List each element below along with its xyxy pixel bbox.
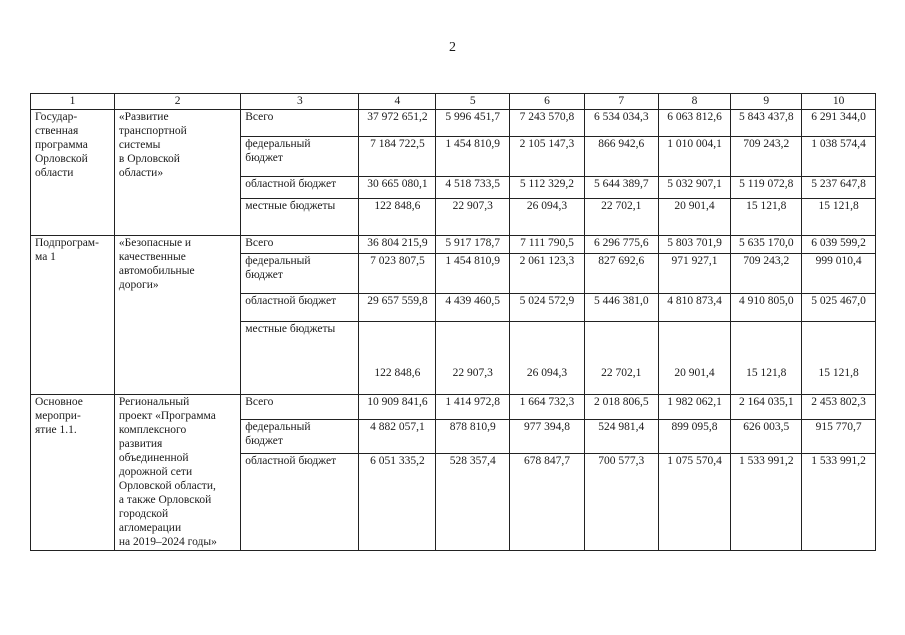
- amount-cell: 999 010,4: [802, 254, 876, 294]
- amount-cell: 6 063 812,6: [658, 110, 731, 137]
- amount-cell: 15 121,8: [802, 322, 876, 395]
- amount-cell: 7 243 570,8: [510, 110, 585, 137]
- funding-source-cell: областной бюджет: [241, 294, 359, 322]
- amount-cell: 6 051 335,2: [359, 454, 436, 551]
- header-row: [31, 94, 876, 110]
- amount-cell: 30 665 080,1: [359, 177, 436, 199]
- amount-cell: 1 075 570,4: [658, 454, 731, 551]
- program-title-cell: Основное меропри- ятие 1.1.: [31, 395, 115, 551]
- amount-cell: 22 702,1: [584, 199, 658, 236]
- amount-cell: 1 454 810,9: [436, 254, 510, 294]
- header-cell: 5: [436, 94, 510, 110]
- amount-cell: 20 901,4: [658, 199, 731, 236]
- amount-cell: 866 942,6: [584, 137, 658, 177]
- amount-cell: 22 907,3: [436, 322, 510, 395]
- amount-cell: 26 094,3: [510, 199, 585, 236]
- table-row: [31, 110, 876, 137]
- amount-cell: 1 010 004,1: [658, 137, 731, 177]
- header-cell: 2: [114, 94, 240, 110]
- amount-cell: 15 121,8: [802, 199, 876, 236]
- budget-table: [30, 93, 876, 551]
- amount-cell: 709 243,2: [731, 137, 802, 177]
- page-number: 2: [449, 40, 456, 55]
- amount-cell: 5 024 572,9: [510, 294, 585, 322]
- funding-source-cell: Всего: [241, 236, 359, 254]
- amount-cell: 6 296 775,6: [584, 236, 658, 254]
- amount-cell: 7 023 807,5: [359, 254, 436, 294]
- amount-cell: 5 917 178,7: [436, 236, 510, 254]
- header-cell: 3: [241, 94, 359, 110]
- amount-cell: 6 534 034,3: [584, 110, 658, 137]
- funding-source-cell: местные бюджеты: [241, 199, 359, 236]
- amount-cell: 2 453 802,3: [802, 395, 876, 420]
- amount-cell: 1 982 062,1: [658, 395, 731, 420]
- header-cell: 9: [731, 94, 802, 110]
- amount-cell: 1 533 991,2: [731, 454, 802, 551]
- amount-cell: 6 291 344,0: [802, 110, 876, 137]
- amount-cell: 29 657 559,8: [359, 294, 436, 322]
- header-cell: 7: [584, 94, 658, 110]
- amount-cell: 5 803 701,9: [658, 236, 731, 254]
- amount-cell: 827 692,6: [584, 254, 658, 294]
- amount-cell: 971 927,1: [658, 254, 731, 294]
- amount-cell: 2 018 806,5: [584, 395, 658, 420]
- program-subject-cell: Региональный проект «Программа комплексного развития объединенной дорожной сети Орловской области, а также Орловской городской агломерации на 2019–2024 годы»: [114, 395, 240, 551]
- amount-cell: 4 910 805,0: [731, 294, 802, 322]
- amount-cell: 10 909 841,6: [359, 395, 436, 420]
- amount-cell: 22 702,1: [584, 322, 658, 395]
- program-title-cell: Подпрограм- ма 1: [31, 236, 115, 395]
- amount-cell: 122 848,6: [359, 199, 436, 236]
- header-cell: 8: [658, 94, 731, 110]
- amount-cell: 524 981,4: [584, 420, 658, 454]
- amount-cell: 5 025 467,0: [802, 294, 876, 322]
- amount-cell: 4 518 733,5: [436, 177, 510, 199]
- amount-cell: 1 454 810,9: [436, 137, 510, 177]
- amount-cell: 4 882 057,1: [359, 420, 436, 454]
- amount-cell: 15 121,8: [731, 199, 802, 236]
- amount-cell: 899 095,8: [658, 420, 731, 454]
- amount-cell: 4 439 460,5: [436, 294, 510, 322]
- program-subject-cell: «Безопасные и качественные автомобильные дороги»: [114, 236, 240, 395]
- funding-source-cell: областной бюджет: [241, 177, 359, 199]
- header-cell: 6: [510, 94, 585, 110]
- amount-cell: 528 357,4: [436, 454, 510, 551]
- amount-cell: 37 972 651,2: [359, 110, 436, 137]
- table-row: [31, 395, 876, 420]
- amount-cell: 678 847,7: [510, 454, 585, 551]
- amount-cell: 2 061 123,3: [510, 254, 585, 294]
- amount-cell: 5 237 647,8: [802, 177, 876, 199]
- funding-source-cell: федеральный бюджет: [241, 137, 359, 177]
- amount-cell: 915 770,7: [802, 420, 876, 454]
- program-subject-cell: «Развитие транспортной системы в Орловской области»: [114, 110, 240, 236]
- amount-cell: 700 577,3: [584, 454, 658, 551]
- funding-source-cell: федеральный бюджет: [241, 254, 359, 294]
- table-row: [31, 236, 876, 254]
- amount-cell: 7 184 722,5: [359, 137, 436, 177]
- funding-source-cell: федеральный бюджет: [241, 420, 359, 454]
- header-cell: 4: [359, 94, 436, 110]
- amount-cell: 7 111 790,5: [510, 236, 585, 254]
- amount-cell: 1 414 972,8: [436, 395, 510, 420]
- amount-cell: 5 996 451,7: [436, 110, 510, 137]
- amount-cell: 977 394,8: [510, 420, 585, 454]
- amount-cell: 122 848,6: [359, 322, 436, 395]
- amount-cell: 5 112 329,2: [510, 177, 585, 199]
- amount-cell: 26 094,3: [510, 322, 585, 395]
- amount-cell: 5 032 907,1: [658, 177, 731, 199]
- amount-cell: 1 038 574,4: [802, 137, 876, 177]
- amount-cell: 6 039 599,2: [802, 236, 876, 254]
- funding-source-cell: областной бюджет: [241, 454, 359, 551]
- amount-cell: 1 664 732,3: [510, 395, 585, 420]
- funding-source-cell: Всего: [241, 395, 359, 420]
- amount-cell: 1 533 991,2: [802, 454, 876, 551]
- amount-cell: 5 843 437,8: [731, 110, 802, 137]
- amount-cell: 709 243,2: [731, 254, 802, 294]
- amount-cell: 2 164 035,1: [731, 395, 802, 420]
- amount-cell: 36 804 215,9: [359, 236, 436, 254]
- funding-source-cell: местные бюджеты: [241, 322, 359, 395]
- amount-cell: 15 121,8: [731, 322, 802, 395]
- header-cell: 10: [802, 94, 876, 110]
- funding-source-cell: Всего: [241, 110, 359, 137]
- program-title-cell: Государ- ственная программа Орловской области: [31, 110, 115, 236]
- amount-cell: 5 446 381,0: [584, 294, 658, 322]
- amount-cell: 5 119 072,8: [731, 177, 802, 199]
- header-cell: 1: [31, 94, 115, 110]
- amount-cell: 878 810,9: [436, 420, 510, 454]
- amount-cell: 20 901,4: [658, 322, 731, 395]
- amount-cell: 626 003,5: [731, 420, 802, 454]
- amount-cell: 5 644 389,7: [584, 177, 658, 199]
- amount-cell: 4 810 873,4: [658, 294, 731, 322]
- amount-cell: 5 635 170,0: [731, 236, 802, 254]
- amount-cell: 22 907,3: [436, 199, 510, 236]
- amount-cell: 2 105 147,3: [510, 137, 585, 177]
